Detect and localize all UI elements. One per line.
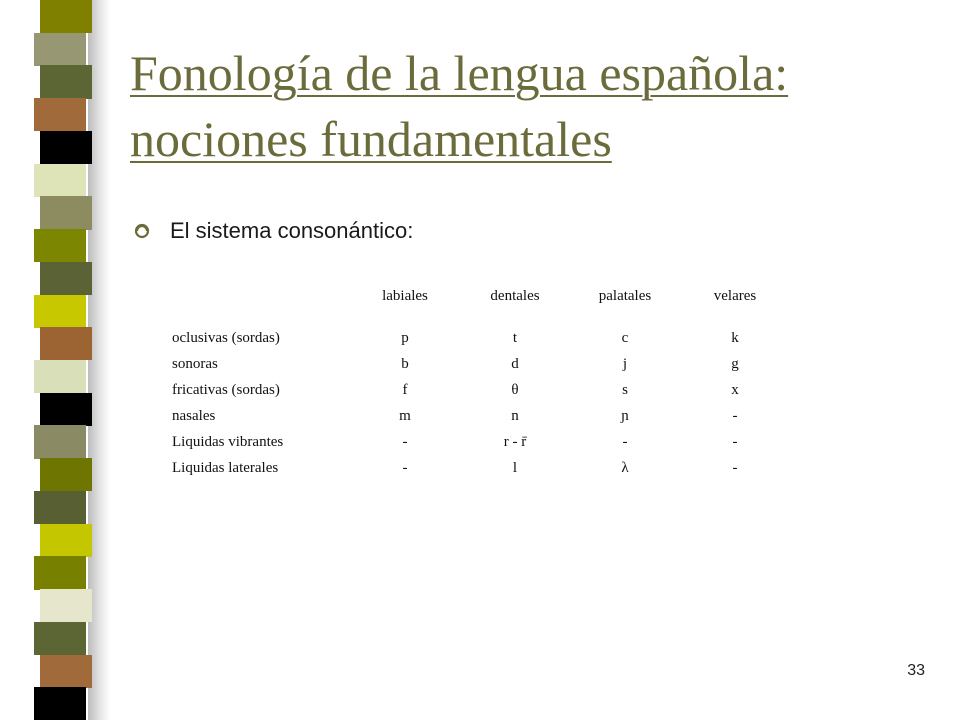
table-cell: b bbox=[401, 355, 409, 372]
table-cell: j bbox=[622, 355, 628, 372]
table-cell: l bbox=[512, 459, 518, 476]
sidebar-block bbox=[40, 0, 92, 33]
sidebar-block bbox=[40, 196, 92, 229]
column-header: velares bbox=[713, 287, 757, 304]
column-header: dentales bbox=[490, 287, 540, 304]
table-cell: p bbox=[401, 329, 409, 346]
table-cell: m bbox=[399, 407, 411, 424]
table-row bbox=[172, 429, 790, 455]
table-cell: r - r̄ bbox=[503, 433, 527, 450]
table-row bbox=[172, 455, 790, 481]
table-cell: - bbox=[732, 407, 738, 424]
table-cell: - bbox=[732, 459, 738, 476]
sidebar-block bbox=[34, 33, 86, 66]
table-cell: t bbox=[512, 329, 518, 346]
sidebar-block bbox=[40, 327, 92, 360]
row-label: fricativas (sordas) bbox=[172, 381, 280, 398]
header-empty bbox=[172, 282, 350, 310]
sidebar-block bbox=[34, 164, 86, 197]
sidebar-block bbox=[40, 393, 92, 426]
table-row bbox=[172, 403, 790, 429]
table-row bbox=[172, 377, 790, 403]
sidebar-block bbox=[40, 458, 92, 491]
consonant-table bbox=[172, 282, 790, 481]
column-header: palatales bbox=[598, 287, 652, 304]
row-label: sonoras bbox=[172, 355, 218, 372]
sidebar-block bbox=[34, 556, 86, 589]
table-row bbox=[172, 325, 790, 351]
sidebar-block bbox=[34, 687, 86, 720]
page-number: 33 bbox=[907, 662, 925, 679]
row-label: Liquidas vibrantes bbox=[172, 433, 284, 450]
table-cell: - bbox=[402, 433, 408, 450]
sidebar-block bbox=[34, 622, 86, 655]
table-spacer bbox=[172, 310, 790, 325]
sidebar-block bbox=[34, 425, 86, 458]
sidebar-block bbox=[34, 360, 86, 393]
table-cell: k bbox=[731, 329, 739, 346]
table-cell: - bbox=[732, 433, 738, 450]
table-cell: d bbox=[511, 355, 519, 372]
sidebar-block bbox=[34, 98, 86, 131]
sidebar-block bbox=[40, 262, 92, 295]
table-cell: - bbox=[622, 433, 628, 450]
table-cell: θ bbox=[511, 381, 519, 398]
sidebar-block bbox=[34, 229, 86, 262]
row-label: Liquidas laterales bbox=[172, 459, 279, 476]
column-header: labiales bbox=[382, 287, 428, 304]
table-cell: s bbox=[622, 381, 628, 398]
bullet-text: El sistema consonántico: bbox=[170, 218, 414, 243]
table-cell: ɲ bbox=[621, 407, 629, 424]
table-cell: c bbox=[621, 329, 629, 346]
table-cell: λ bbox=[621, 459, 629, 476]
row-label: oclusivas (sordas) bbox=[172, 329, 280, 346]
sidebar-block bbox=[40, 589, 92, 622]
sidebar-block bbox=[40, 131, 92, 164]
slide-title: Fonología de la lengua española: nociones fundamentales bbox=[130, 45, 789, 167]
table-cell: - bbox=[402, 459, 408, 476]
sidebar-block bbox=[40, 655, 92, 688]
row-label: nasales bbox=[172, 407, 216, 424]
table-cell: g bbox=[731, 355, 739, 372]
table-cell: f bbox=[402, 381, 408, 398]
bullet-icon bbox=[134, 223, 150, 239]
bullet-item bbox=[134, 216, 413, 246]
decorative-sidebar bbox=[0, 0, 110, 720]
sidebar-block bbox=[40, 65, 92, 98]
sidebar-block bbox=[40, 524, 92, 557]
table-cell: x bbox=[731, 381, 739, 398]
sidebar-block bbox=[34, 491, 86, 524]
table-row bbox=[172, 351, 790, 377]
table-cell: n bbox=[511, 407, 519, 424]
sidebar-block bbox=[34, 295, 86, 328]
table-header-row bbox=[172, 282, 790, 310]
